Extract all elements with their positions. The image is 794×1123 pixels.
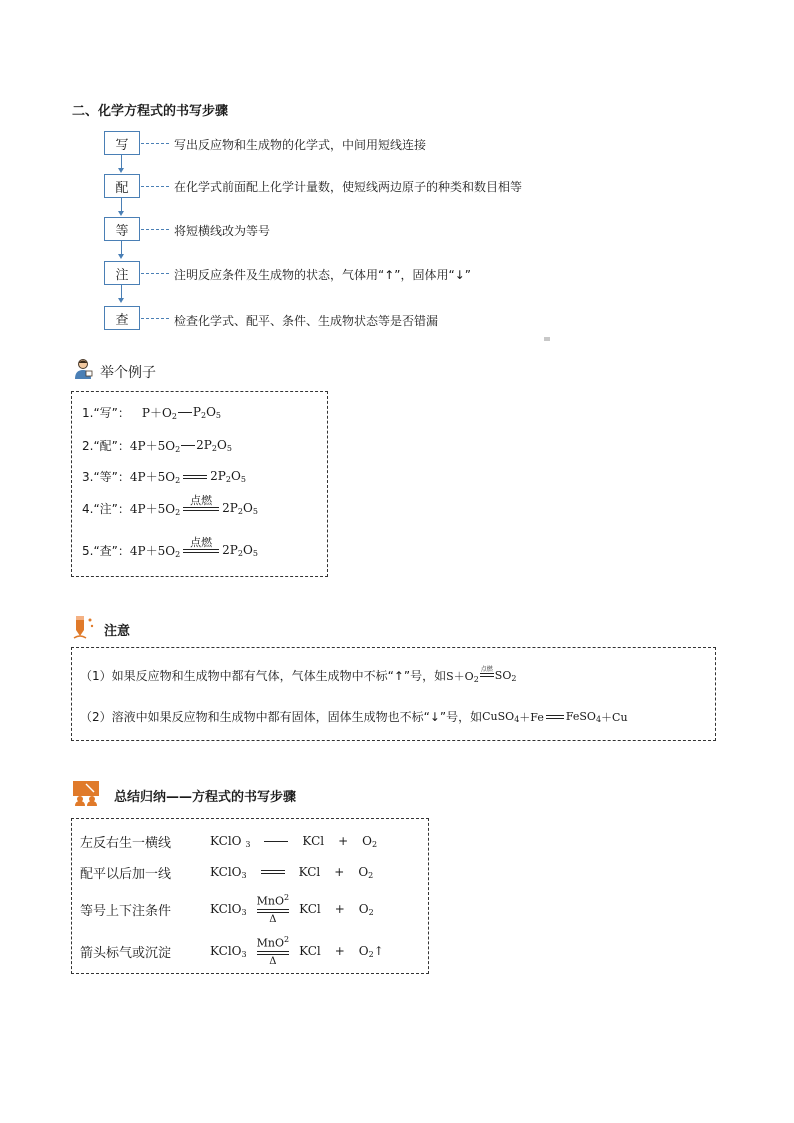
step-desc: 写出反应物和生成物的化学式，中间用短线连接 [174,138,427,152]
conditional-equal-sign [183,537,219,553]
eq-rhs: P [192,405,201,419]
dash-sign [264,841,288,842]
step-label: 写 [115,137,129,153]
flow-arrow-icon [118,168,124,173]
step-desc: 注明反应条件及生成物的状态，气体用“↑”，固体用“↓” [174,268,471,282]
step-box-balance [104,174,140,198]
example-line-label: 2.“配”： [82,439,130,453]
summary-row [80,860,420,884]
notice-title: 注意 [104,624,131,639]
plus-sign: + [334,944,345,958]
step-label: 查 [115,312,129,328]
step-desc: 在化学式前面配上化学计量数，使短线两边原子的种类和数目相等 [174,180,523,194]
notice-item-2: （2）溶液中如果反应物和生成物中都有固体，固体生成物也不标“↓”号，如 CuSO$_4$ ＋Fe FeSO$_4$ ＋Cu [80,709,628,724]
gas-arrow-icon: ↑ [373,943,384,958]
step-connector [141,143,169,144]
flow-arrow-line [121,198,122,212]
step-box-write [104,131,140,155]
condition-top: MnO [256,936,284,950]
step-connector [141,318,169,319]
step-connector [141,229,169,230]
step-connector [141,273,169,274]
condition-equal-sign: $\frac{MnO^2}{\Delta}$ [256,935,290,967]
example-line-label: 5.“查”： [82,544,130,558]
eq-lhs: CuSO [482,709,515,723]
equal-sign [183,475,207,479]
eq-product: KCl [298,865,321,879]
summary-label: 等号上下注条件 [80,903,172,919]
flow-arrow-icon [118,298,124,303]
step-box-check [104,306,140,330]
summary-label: 配平以后加一线 [80,866,172,882]
section-title: 二、化学方程式的书写步骤 [72,104,229,119]
summary-row [80,935,420,967]
eq-gas: $O_2$ [358,864,374,880]
step-label: 配 [115,180,129,196]
condition-bottom: Δ [269,913,277,925]
summary-title: 总结归纳——方程式的书写步骤 [114,790,297,805]
step-label: 等 [115,223,129,239]
flow-arrow-icon [118,211,124,216]
condition-text: 点燃 [190,535,213,549]
notice-text: （1）如果反应物和生成物中都有气体，气体生成物中不标“↑”号，如 [80,669,447,683]
eq-product: KCl [299,902,321,916]
plus-sign: + [338,834,349,848]
eq-reactant: KClO$_3$ [210,901,247,917]
teacher-icon [72,358,94,383]
flow-arrow-line [121,285,122,299]
eq-rhs: 2P [196,438,212,452]
example-line-annotate: 4.“注”： $4P+5O_2$ 点燃 $2P_2O_5$ [82,493,258,517]
plus-sign: + [334,865,345,879]
equal-sign [261,870,285,874]
conditional-equal-sign [480,666,494,677]
eq-lhs: 4P＋5O [129,502,176,516]
notice-text: （2）溶液中如果反应物和生成物中都有固体，固体生成物也不标“↓”号，如 [80,710,483,724]
eq-tail: ＋Cu [601,710,628,724]
dash-sign [181,445,195,446]
condition-equal-sign: $\frac{MnO^2}{\Delta}$ [256,893,290,925]
example-line-label: 4.“注”： [82,502,130,516]
condition-bottom: Δ [269,955,277,967]
pen-icon [72,614,96,643]
presentation-board-icon [72,780,100,809]
eq-rhs: 2P [210,469,226,483]
summary-row [80,893,420,925]
flow-arrow-line [121,155,122,169]
step-box-annotate [104,261,140,285]
eq-rhs: 2P [222,501,238,515]
condition-text: 点燃 [480,666,493,673]
example-line-check: 5.“查”： $4P+5O_2$ 点燃 $2P_2O_5$ [82,535,258,559]
example-line-balance: 2.“配”： $4P+5O_2$ $2P_2O_5$ [82,438,232,454]
step-desc: 将短横线改为等号 [174,224,271,238]
example-title: 举个例子 [100,365,156,381]
example-line-label: 1.“写”： [82,406,130,420]
eq-lhs: P＋O [141,406,172,420]
flow-arrow-line [121,241,122,255]
eq-product: KCl [299,944,321,958]
notice-item-1: （1）如果反应物和生成物中都有气体，气体生成物中不标“↑”号，如 $S+O_2$ 点燃 $SO_2$ [80,666,517,684]
eq-gas: $O_2$ [358,901,374,917]
eq-reactant: KClO $_3$ [210,833,251,849]
summary-label: 箭头标气或沉淀 [80,945,172,961]
eq-reactant: KClO$_3$ [210,864,247,880]
summary-row [80,829,420,853]
flow-arrow-icon [118,254,124,259]
artifact-mark [544,337,550,341]
eq-rhs: SO [494,668,512,682]
eq-lhs: 4P＋5O [129,544,176,558]
conditional-equal-sign [183,495,219,511]
eq-lhs: 4P＋5O [129,470,176,484]
eq-lhs: S＋O [446,669,474,683]
plus-sign: + [334,902,345,916]
eq-gas: $O_2↑$ [358,943,384,959]
example-line-label: 3.“等”： [82,470,130,484]
example-line-write: 1.“写”： $P+O_2$ $P_2O_5$ [82,405,222,421]
dash-sign [178,412,192,413]
eq-reactant: KClO$_3$ [210,943,247,959]
example-line-equal: 3.“等”： $4P+5O_2$ $2P_2O_5$ [82,469,246,485]
eq-mid: ＋Fe [519,710,544,724]
condition-text: 点燃 [190,493,213,507]
eq-gas: $O_2$ [362,833,378,849]
summary-label: 左反右生一横线 [80,835,172,851]
step-desc: 检查化学式、配平、条件、生成物状态等是否错漏 [174,314,439,328]
eq-product: KCl [302,834,325,848]
equal-sign [546,715,564,719]
eq-rhs: 2P [222,543,238,557]
step-box-equal [104,217,140,241]
eq-lhs: 4P＋5O [129,439,176,453]
notice-box [71,647,716,741]
condition-top: MnO [256,894,284,908]
eq-rhs: FeSO [565,709,596,723]
step-label: 注 [115,267,129,283]
step-connector [141,186,169,187]
